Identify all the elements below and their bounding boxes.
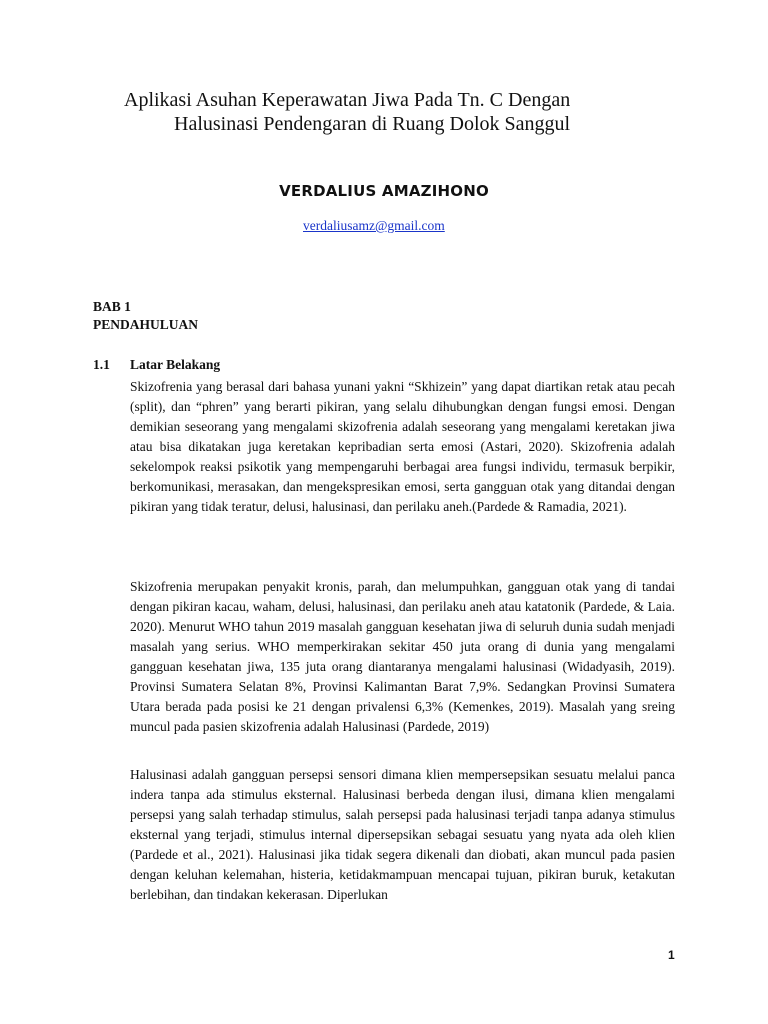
title-line-1: Aplikasi Asuhan Keperawatan Jiwa Pada Tn. C Dengan [124, 89, 571, 111]
page-number: 1 [668, 948, 675, 962]
paragraph-3: Halusinasi adalah gangguan persepsi sensori dimana klien mempersepsikan sesuatu melalui panca indera tanpa ada stimulus eksternal. Halusinasi berbeda dengan ilusi, dimana klien mengalami persepsi yang salah terhadap stimulus, salah persepsi pada halusinasi terjadi tanpa adanya stimulus eksternal yang terjadi, stimulus internal dipersepsikan sebagai sesuatu yang nyata ada oleh klien (Pardede et al., 2021). Halusinasi jika tidak segera dikenali dan diobati, akan muncul pada pasien dengan keluhan kelemahan, histeria, ketidakmampuan mencapai tujuan, pikiran buruk, ketakutan berlebihan, dan tindakan kekerasan. Diperlukan [130, 767, 675, 902]
chapter-heading [93, 298, 198, 334]
section-heading [93, 357, 220, 373]
paragraph-1: Skizofrenia yang berasal dari bahasa yunani yakni “Skhizein” yang dapat diartikan retak atau pecah (split), dan “phren” yang berarti pikiran, yang selalu dihubungkan dengan fungsi emosi. Dengan demikian seseorang yang mengalami skizofrenia adalah seseorang yang mengalami keretakan jiwa atau bisa dikatakan juga keretakan kepribadian serta emosi (Astari, 2020). Skizofrenia adalah sekelompok reaksi psikotik yang mempengaruhi berbagai area fungsi individu, termasuk berpikir, berkomunikasi, merasakan, dan mengekspresikan emosi, serta gangguan otak yang ditandai dengan pikiran yang tidak teratur, delusi, halusinasi, dan perilaku aneh.(Pardede & Ramadia, 2021). [130, 379, 675, 514]
section-number: 1.1 [93, 357, 110, 372]
chapter-name: PENDAHULUAN [93, 317, 199, 332]
author-name: VERDALIUS AMAZIHONO [279, 182, 489, 200]
author-email-link[interactable]: verdaliusamz@gmail.com [303, 218, 445, 233]
chapter-number: BAB 1 [93, 299, 131, 314]
paper-title [100, 88, 700, 136]
paragraph-2: Skizofrenia merupakan penyakit kronis, parah, dan melumpuhkan, gangguan otak yang di tandai dengan pikiran kacau, waham, delusi, halusinasi, dan perilaku aneh atau katatonik (Pardede, & Laia. 2020). Menurut WHO tahun 2019 masalah gangguan kesehatan jiwa di seluruh dunia sudah menjadi masalah yang serius. WHO memperkirakan sekitar 450 juta orang di dunia yang mengalami gangguan kesehatan jiwa, 135 juta orang diantaranya mengalami halusinasi (Widadyasih, 2019). Provinsi Sumatera Selatan 8%, Provinsi Kalimantan Barat 7,9%. Sedangkan Provinsi Sumatera Utara berada pada posisi ke 21 dengan privalensi 6,3% (Kemenkes, 2019). Masalah yang sreing muncul pada pasien skizofrenia adalah Halusinasi (Pardede, 2019) [130, 579, 675, 734]
title-line-2: Halusinasi Pendengaran di Ruang Dolok Sanggul [174, 113, 571, 135]
section-title: Latar Belakang [130, 357, 221, 372]
